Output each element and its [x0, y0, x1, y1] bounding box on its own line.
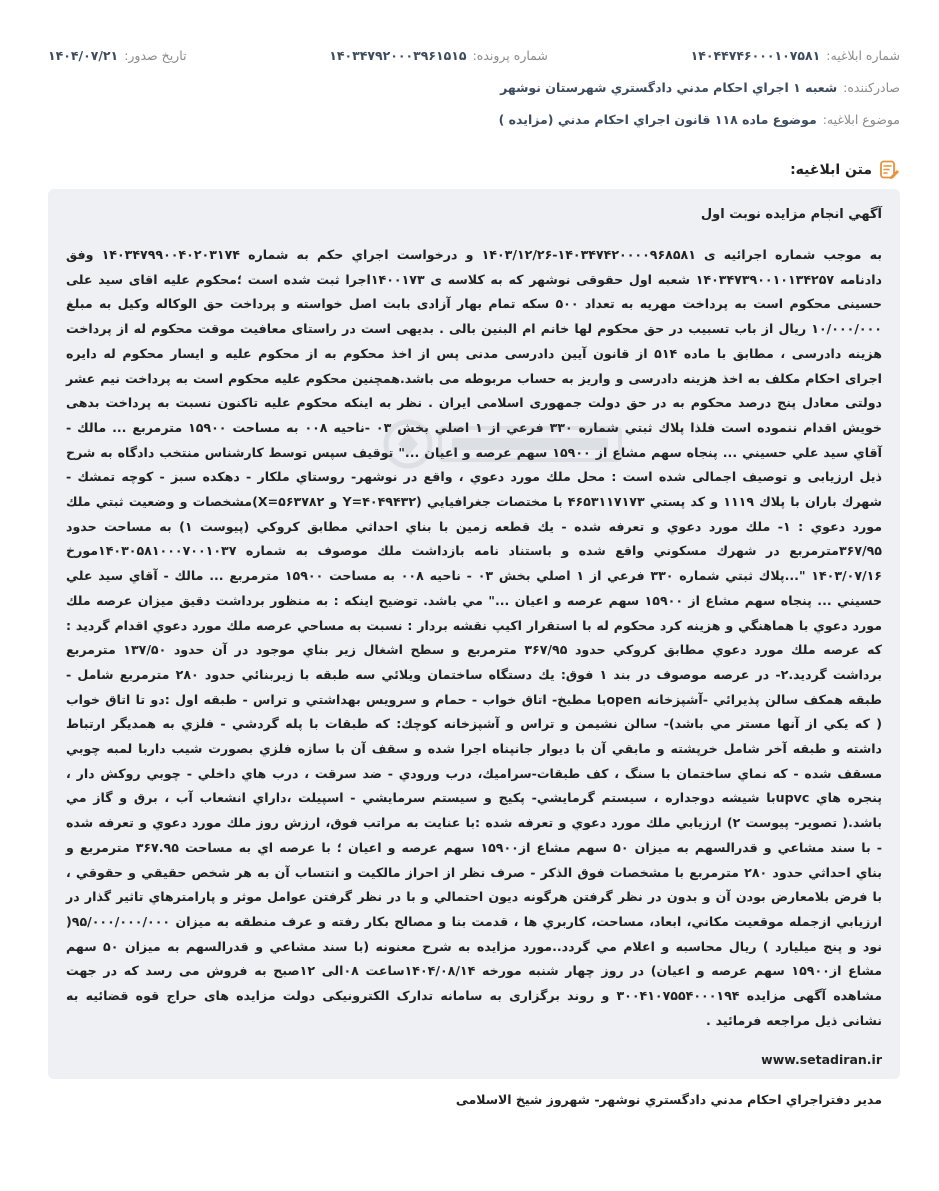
header-row-issuer [48, 77, 900, 97]
notice-body: به موجب شماره اجرائيه ی ۱۴۰۳۴۷۴۲۰۰۰۰۹۶۸۵۸۱-۱۴۰۳/۱۲/۲۶ و درخواست اجراي حکم به شماره ۱۴۰۳۴۷۹۹۰۰۴۰۲۰۳۱۷۴ وفق دادنامه ۱۴۰۳۴۷۳۹۰۰۱۰۱۳۴۲۵۷ شعبه اول حقوقی نوشهر که به کلاسه ی ۱۴۰۰۱۷۳اجرا ثبت شده است ؛محکوم علیه اقای سید علی حسینی محکوم است به پرداخت مهریه به تعداد ۵۰۰ سکه تمام بهار آزادی بابت اصل خواسته و پرداخت حق الوکاله وکیل به مبلغ ۱۰/۰۰۰/۰۰۰ ریال از باب تسبیب در حق محکوم لها خانم ام البنین بالی . بديهی است در راستای معافيت موقت محکوم له از پرداخت هزينه دادرسی ، مطابق با ماده ۵۱۴ از قانون آيين دادرسی مدنی پس از اخذ محکوم به از محکوم عليه و ايسار محکوم له دايره اجرای احکام مکلف به اخذ هزينه دادرسی و واريز به حساب مربوطه می باشد.همچنین محکوم علیه محکوم است به پرداخت نیم عشر دولتی معادل پنج درصد محکوم به در حق دولت جمهوری اسلامی ایران . نظر به اینکه محکوم علیه تاکنون نسبت به پرداخت بدهی خویش اقدام ننموده است فلذا پلاك ثبتي شماره ۳۳۰ فرعي از ۱ اصلي بخش ۰۳ -ناحيه ۰۰۸ به مساحت ۱۵۹۰۰ مترمربع ... مالك - آقاي سيد علي حسيني ... پنجاه سهم مشاع از ۱۵۹۰۰ سهم عرصه و اعيان ..." توقيف سپس توسط کارشناس منتخب دادگاه به شرح ذیل ارزیابی و توصيف اجمالی شده است : محل ملك مورد دعوي ، واقع در نوشهر- روستاي ملكار - دهكده سبز - كوچه تمشك - شهرك باران با پلاك ۱۱۱۹ و كد پستي ۴۶۵۳۱۱۷۱۷۳ با مختصات جغرافيايي (۴۰۴۹۴۳۲=Y و ۵۶۳۷۸۲=X)مشخصات و وضعيت ثبتي ملك مورد دعوي : ۱- ملك مورد دعوي و تعرفه شده - يك قطعه زمين با بناي احداثي مطابق كروكي (پيوست ۱) به مساحت حدود ۳۶۷/۹۵مترمربع در شهرك مسكوني واقع شده و باستناد نامه بازداشت ملك موصوف به شماره ۱۴۰۳۰۵۸۱۰۰۰۷۰۰۱۰۳۷مورخ ۱۴۰۳/۰۷/۱۶ "...پلاك ثبتي شماره ۳۳۰ فرعي از ۱ اصلي بخش ۰۳ - ناحيه ۰۰۸ به مساحت ۱۵۹۰۰ مترمربع ... مالك - آقاي سيد علي حسيني ... پنجاه سهم مشاع از ۱۵۹۰۰ سهم عرصه و اعيان ..." مي باشد. توضيح اينكه : به منظور برداشت دقيق ميزان عرصه ملك مورد دعوي با هماهنگي و هزينه كرد محكوم له با استقرار اكيپ نقشه بردار : نسبت به مساحي عرصه ملك مورد دعوي اقدام گرديد : كه عرصه ملك مورد دعوي مطابق كروكي حدود ۳۶۷/۹۵ مترمربع و سطح اشغال زير بناي موجود در آن حدود ۱۳۷/۵۰ مترمربع برداشت گرديد.۲- در عرصه موصوف در بند ۱ فوق: يك دستگاه ساختمان ويلائي سه طبقه با زيربنائي حدود ۲۸۰ مترمربع شامل - طبقه همكف سالن پذيرائي -آشپزخانه openبا مطبخ- اتاق خواب - حمام و سرويس بهداشتي و تراس - طبقه اول :دو تا اتاق خواب ( كه يكي از آنها مستر مي باشد)- سالن نشيمن و تراس و آشپزخانه كوچك: كه طبقات با پله گردشي - فلزي به همديگر ارتباط داشته و طبقه آخر شامل خرپشته و مابقي آن با ديوار جانپناه اجرا شده و سقف آن با سازه فلزي بصورت شيب داربا لمبه چوبي مسقف شده - كه نماي ساختمان با سنگ ، كف طبقات-سراميك، درب ورودي - ضد سرقت ، درب هاي داخلي - چوبي روكش دار ، پنجره هاي upvcبا شيشه دوجداره ، سيستم گرمايشي- پكيج و سيستم سرمايشي - اسپيلت ،داراي انشعاب آب ، برق و گاز مي باشد.( تصوير- پيوست ۲) ارزيابي ملك مورد دعوي و تعرفه شده :با عنايت به مراتب فوق، ارزش روز ملك مورد دعوي و تعرفه شده - با سند مشاعي و قدرالسهم به ميزان ۵۰ سهم مشاع از۱۵۹۰۰ سهم عرصه و اعيان ؛ با عرصه اي به مساحت ۳۶۷.۹۵ مترمربع و بناي احداثي حدود ۲۸۰ مترمربع با مشخصات فوق الذكر - صرف نظر از احراز مالكيت و انتساب آن به هر شخص حقيقي و حقوقي ، با فرض بلامعارض بودن آن و بدون در نظر گرفتن هرگونه ديون احتمالي و با در نظر گرفتن عوامل موثر و پارامترهاي تاثير گذار در ارزيابي ازجمله موقعيت مكاني، ابعاد، مساحت، كاربري ها ، قدمت بنا و مصالح بكار رفته و عرف منطقه به ميزان ۹۵/۰۰۰/۰۰۰/۰۰۰( نود و پنج ميليارد ) ريال محاسبه و اعلام مي گردد..مورد مزايده به شرح معنونه (با سند مشاعي و قدرالسهم به ميزان ۵۰ سهم مشاع از۱۵۹۰۰ سهم عرصه و اعيان) در روز چهار شنبه مورخه ۱۴۰۴/۰۸/۱۴ساعت ۰۸الی ۱۲صبح به فروش می رسد که در جهت مشاهده آگهی مزایده ۳۰۰۴۱۰۷۵۵۴۰۰۰۱۹۴ و روند برگزاری به سامانه تدارک الکترونیکی دولت مزایده های حراج قوه قضائیه به نشانی ذیل مراجعه فرمائید . [66, 247, 883, 1028]
header-row-numbers [48, 45, 900, 65]
issuer-label: صادرکننده: [843, 79, 900, 95]
notice-text-heading [48, 159, 900, 181]
notice-card [48, 189, 900, 1107]
issue-date-label: تاريخ صدور: [124, 47, 187, 63]
header-row-subject [48, 109, 900, 129]
subject-value: موضوع ماده ۱۱۸ قانون اجراي احکام مدني (مزايده ) [498, 111, 817, 127]
case-number [329, 48, 548, 63]
issue-date [48, 48, 186, 63]
notice-text-title: متن ابلاغيه: [790, 162, 872, 178]
notice-number-label: شماره ابلاغيه: [826, 47, 900, 63]
document-edit-icon [878, 159, 900, 181]
website-link[interactable]: www.setadiran.ir [761, 1051, 882, 1067]
notice-number [691, 48, 900, 63]
issuer-value: شعبه ۱ اجراي احکام مدني دادگستري شهرستان نوشهر [500, 79, 838, 95]
signature: مدير دفتراجراي احكام مدني دادگستري نوشهر- شهروز شيخ الاسلامی [455, 1091, 882, 1107]
subject-label: موضوع ابلاغيه: [822, 111, 900, 127]
notice-title: آگهي انجام مزايده نوبت اول [700, 207, 882, 222]
notice-page [48, 0, 900, 1107]
case-number-label: شماره پرونده: [472, 47, 548, 63]
notice-number-value: ۱۴۰۴۴۷۴۶۰۰۰۱۰۷۵۸۱ [690, 47, 821, 63]
case-number-value: ۱۴۰۳۴۷۹۲۰۰۰۳۹۶۱۵۱۵ [329, 47, 467, 63]
issue-date-value: ۱۴۰۴/۰۷/۲۱ [48, 47, 119, 63]
